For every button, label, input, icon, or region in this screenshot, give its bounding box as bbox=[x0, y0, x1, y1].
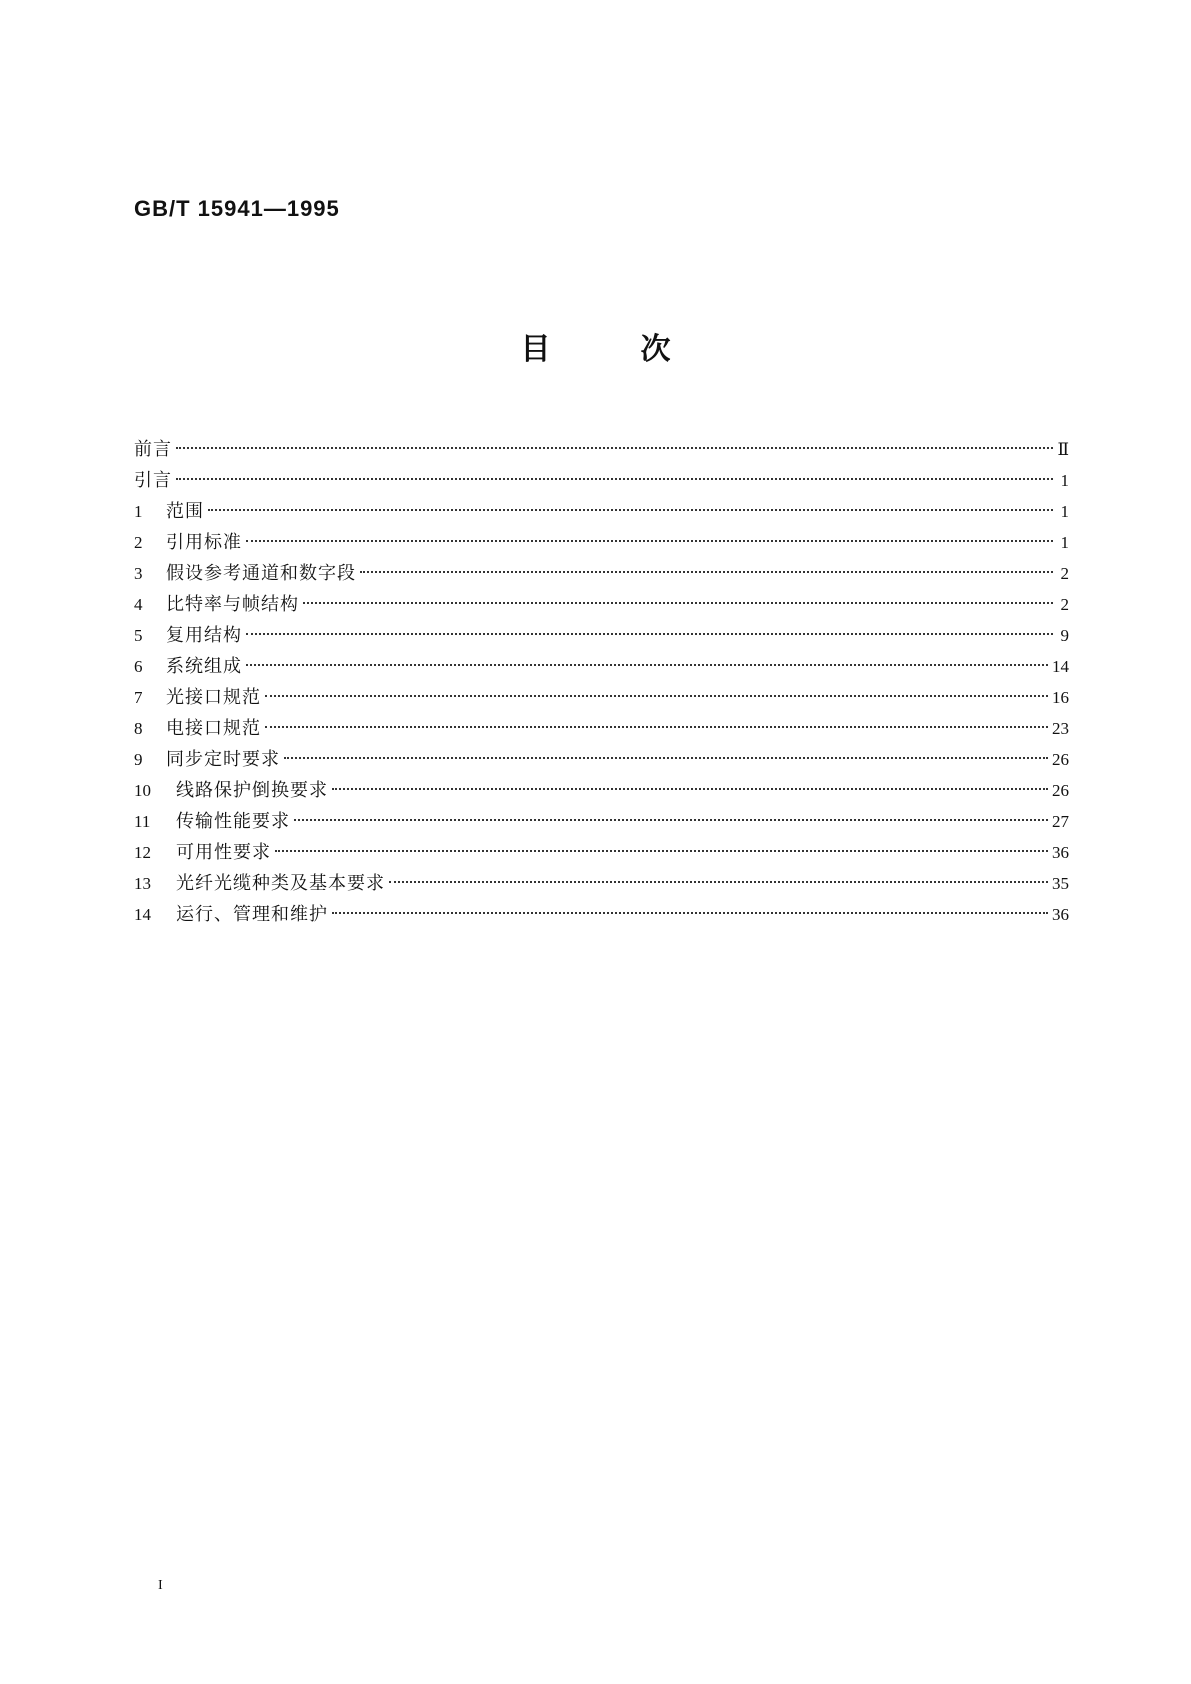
toc-entry-page: 26 bbox=[1052, 781, 1069, 800]
toc-entry-number: 3 bbox=[134, 564, 143, 583]
toc-entry-page: 27 bbox=[1052, 812, 1069, 831]
toc-leader-dots bbox=[246, 633, 1053, 635]
toc-leader-dots bbox=[284, 757, 1048, 759]
toc-entry-label: 可用性要求 bbox=[176, 842, 271, 863]
table-of-contents bbox=[134, 434, 1069, 930]
toc-entry-label: 引用标准 bbox=[166, 532, 242, 553]
toc-entry-label: 前言 bbox=[134, 439, 172, 460]
toc-entry-number: 6 bbox=[134, 657, 143, 676]
toc-entry-label: 引言 bbox=[134, 470, 172, 491]
toc-entry-number: 11 bbox=[134, 812, 151, 831]
toc-entry[interactable] bbox=[134, 496, 1069, 527]
toc-entry-page: 2 bbox=[1060, 564, 1069, 583]
toc-leader-dots bbox=[303, 602, 1053, 604]
toc-entry[interactable] bbox=[134, 713, 1069, 744]
toc-entry-page: 23 bbox=[1052, 719, 1069, 738]
toc-entry[interactable] bbox=[134, 837, 1069, 868]
toc-entry[interactable] bbox=[134, 868, 1069, 899]
toc-entry-page: 26 bbox=[1052, 750, 1069, 769]
toc-entry-label: 传输性能要求 bbox=[176, 811, 290, 832]
standard-code: GB/T 15941—1995 bbox=[134, 196, 340, 221]
toc-entry-number: 13 bbox=[134, 874, 151, 893]
toc-entry-label: 系统组成 bbox=[166, 656, 242, 677]
toc-entry-label: 线路保护倒换要求 bbox=[176, 780, 328, 801]
toc-entry[interactable] bbox=[134, 527, 1069, 558]
toc-entry-page: 1 bbox=[1060, 471, 1069, 490]
toc-entry-page: Ⅱ bbox=[1057, 440, 1069, 459]
toc-entry[interactable] bbox=[134, 558, 1069, 589]
toc-entry[interactable] bbox=[134, 651, 1069, 682]
toc-entry-number: 7 bbox=[134, 688, 143, 707]
toc-entry[interactable] bbox=[134, 744, 1069, 775]
toc-entry[interactable] bbox=[134, 806, 1069, 837]
toc-leader-dots bbox=[360, 571, 1053, 573]
toc-entry-number: 10 bbox=[134, 781, 151, 800]
toc-leader-dots bbox=[332, 912, 1048, 914]
toc-entry-number: 4 bbox=[134, 595, 143, 614]
toc-entry-label: 运行、管理和维护 bbox=[176, 904, 328, 925]
toc-leader-dots bbox=[176, 478, 1053, 480]
toc-entry[interactable] bbox=[134, 465, 1069, 496]
toc-leader-dots bbox=[294, 819, 1048, 821]
toc-leader-dots bbox=[332, 788, 1048, 790]
toc-entry-number: 12 bbox=[134, 843, 151, 862]
toc-leader-dots bbox=[389, 881, 1048, 883]
toc-entry-label: 光纤光缆种类及基本要求 bbox=[176, 873, 385, 894]
toc-entry-number: 1 bbox=[134, 502, 143, 521]
toc-entry-label: 范围 bbox=[166, 501, 204, 522]
toc-leader-dots bbox=[275, 850, 1048, 852]
page-title bbox=[0, 332, 1191, 368]
toc-entry-page: 1 bbox=[1060, 533, 1069, 552]
toc-entry-label: 假设参考通道和数字段 bbox=[166, 563, 356, 584]
toc-entry-number: 2 bbox=[134, 533, 143, 552]
toc-entry[interactable] bbox=[134, 434, 1069, 465]
toc-entry-number: 8 bbox=[134, 719, 143, 738]
page-title-part2: 次 bbox=[640, 332, 671, 367]
toc-leader-dots bbox=[176, 447, 1053, 449]
toc-leader-dots bbox=[265, 726, 1048, 728]
toc-entry-page: 36 bbox=[1052, 905, 1069, 924]
toc-entry-label: 电接口规范 bbox=[166, 718, 261, 739]
toc-entry-page: 14 bbox=[1052, 657, 1069, 676]
toc-entry[interactable] bbox=[134, 620, 1069, 651]
toc-entry-label: 同步定时要求 bbox=[166, 749, 280, 770]
toc-leader-dots bbox=[265, 695, 1048, 697]
toc-entry[interactable] bbox=[134, 682, 1069, 713]
toc-leader-dots bbox=[246, 540, 1053, 542]
toc-entry-page: 36 bbox=[1052, 843, 1069, 862]
page-number: I bbox=[158, 1578, 163, 1593]
toc-entry-number: 9 bbox=[134, 750, 143, 769]
toc-entry-number: 5 bbox=[134, 626, 143, 645]
toc-entry-label: 光接口规范 bbox=[166, 687, 261, 708]
toc-entry-number: 14 bbox=[134, 905, 151, 924]
toc-leader-dots bbox=[208, 509, 1053, 511]
toc-entry-page: 2 bbox=[1060, 595, 1069, 614]
toc-entry-page: 35 bbox=[1052, 874, 1069, 893]
toc-entry-label: 比特率与帧结构 bbox=[166, 594, 299, 615]
toc-entry[interactable] bbox=[134, 589, 1069, 620]
toc-entry-page: 16 bbox=[1052, 688, 1069, 707]
toc-entry[interactable] bbox=[134, 775, 1069, 806]
toc-entry-page: 9 bbox=[1060, 626, 1069, 645]
toc-entry[interactable] bbox=[134, 899, 1069, 930]
toc-leader-dots bbox=[246, 664, 1048, 666]
toc-entry-label: 复用结构 bbox=[166, 625, 242, 646]
page-title-part1: 目 bbox=[520, 332, 551, 367]
toc-entry-page: 1 bbox=[1060, 502, 1069, 521]
